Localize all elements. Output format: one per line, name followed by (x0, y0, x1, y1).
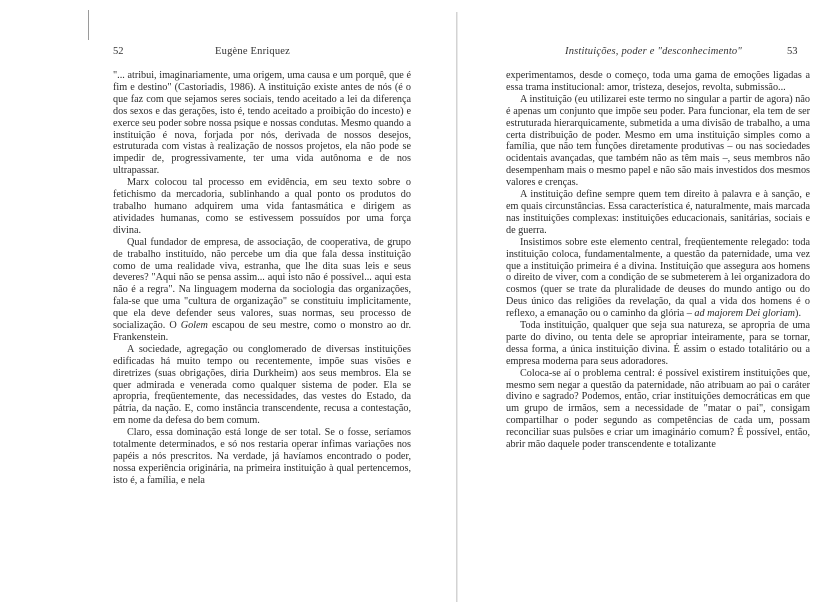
paragraph-text: Qual fundador de empresa, de associação, de cooperativa, de grupo de trabalho instituído, não percebe um dia que fala dessa instituição como de uma realidade viva, estranha, que lhe dita suas leis e seus deveres? "Aqui não se pensa assim... aqui isto não é possível... aqui esta não é a regra". Na linguagem moderna da sociologia das organizações, fala-se que uma "cultura de organização" se constituiu implicitamente, que ela deve defender seus valores, suas normas, seu processo de socialização. O (113, 236, 411, 332)
paragraph (506, 94, 810, 189)
paragraph (113, 70, 411, 177)
left-page-number: 52 (113, 46, 124, 57)
paragraph (506, 368, 810, 451)
paragraph (113, 237, 411, 344)
paragraph (113, 177, 411, 237)
paragraph-text: A sociedade, agregação ou conglomerado de diversas instituições edificadas há muito tempo ou recentemente, impõe suas visões e diretrizes (suas obrigações, diria Durkheim) aos seus membros. Ela se quer admirada e venerada como qualquer sistema de poder. Ela se apropria, freqüentemente, das necessidades, das vestes do Estado, da pátria, da nação. E, como instância transcendente, recusa a contestação, em nome da defesa do bem comum. (113, 343, 411, 427)
right-body-text (506, 70, 810, 451)
paragraph-text: ). (795, 308, 801, 320)
italic-term: ad majorem Dei gloriam (694, 308, 796, 320)
paragraph (506, 189, 810, 237)
paragraph (113, 344, 411, 427)
paragraph (506, 70, 810, 94)
paragraph (113, 427, 411, 487)
right-page-number: 53 (787, 46, 798, 57)
right-running-head: Instituições, poder e "desconhecimento" (565, 46, 742, 57)
right-page (420, 0, 833, 611)
paragraph-text: Coloca-se aí o problema central: é possível existirem instituições que, mesmo sem negar a questão da paternidade, não atribuam ao pai o caráter divino e sagrado? Podemos, então, criar instituições democráticas em que um grupo de irmãos, sem a necessidade de "matar o pai", consigam compartilhar o poder segundo as competências de cada um, possam reconciliar suas pulsões e criar um imaginário comum? É possível, então, abrir mão daquele poder transcendente e totalizante (506, 367, 810, 451)
italic-term: Golem (180, 320, 208, 332)
paragraph-text: A instituição (eu utilizarei este termo no singular a partir de agora) não é apenas um conjunto que impõe seu poder. Para funcionar, ela tem de ser estruturada hierarquicamente, submetida a uma divisão de trabalho, a uma certa distribuição de poder. Mesmo em uma instituição simples como a família, que não tem funções diretamente produtivas – ou nas sociedades ocidentais avançadas, que também não as têm mais –, seus membros não desempenham mais o mesmo papel e não são mais investidos dos mesmos valores e crenças. (506, 93, 810, 189)
paragraph (506, 320, 810, 368)
paragraph-text: Toda instituição, qualquer que seja sua natureza, se apropria de uma parte do divino, ou tenta dele se apropriar inteiramente, para se tornar, dessa forma, a única instituição divina. É assim o estado totalitário ou a empresa moderna para seus adoradores. (506, 320, 810, 367)
paragraph-text: escapou de seu mestre, como o monstro ao dr. Frankenstein. (113, 320, 412, 343)
paragraph-text: experimentamos, desde o começo, toda uma gama de emoções ligadas a essa trama institucional: amor, tristeza, desejos, revolta, submissão... (506, 70, 810, 93)
paragraph-text: Insistimos sobre este elemento central, freqüentemente relegado: toda instituição coloca, fundamentalmente, a questão da paternidade, uma vez que a instituição primeira é a divina. Instituição que assegura aos homens o direito de viver, com a condição de se submeterem à lei organizadora do cosmos (quer se trate da pluralidade de deuses do mundo antigo ou do Deus único das religiões da revelação, da qual a vida dos homens é o reflexo, a emanação ou o caminho da glória – (506, 236, 810, 320)
left-body-text (113, 70, 411, 487)
paragraph (506, 237, 810, 320)
paragraph-text: "... atribui, imaginariamente, uma origem, uma causa e um porquê, que é fim e destino" (Castoriadis, 1986). A instituição existe antes de nós (é o que faz com que sejamos seres sociais, tendo aceitado a lei da diferença dos sexos e das gerações, isto é, tendo aceitado a proibição do incesto) e exerce seu poder sobre nossa psique e nossas condutas. Mesmo quando a instituição é nova, forjada por nós, derivada de nossos desejos, estruturada com vistas à realização de nossos projetos, ela não pode se impedir de, progressivamente, ter uma vida autônoma e de nos ultrapassar. (113, 70, 411, 177)
paragraph-text: A instituição define sempre quem tem direito à palavra e à sanção, e em quais circunstâncias. Essa característica é, naturalmente, mais marcada nas instituições complexas: instituições educacionais, sanitárias, sociais e de guerra. (506, 189, 810, 236)
left-running-head: Eugène Enriquez (215, 46, 291, 57)
paragraph-text: Marx colocou tal processo em evidência, em seu texto sobre o fetichismo da mercadoria, sublinhando a qual ponto os produtos do trabalho humano adquirem uma vida fantasmática e dirigem as atividades humanas, como se estivessem possuídos por uma força divina. (113, 177, 411, 236)
paragraph-text: Claro, essa dominação está longe de ser total. Se o fosse, seríamos totalmente determinados, e só nos restaria operar ínfimas variações nos papéis a nós prescritos. Na verdade, já havíamos encontrado o poder, nossa experiência originária, na primeira instituição à qual pertencemos, isto é, a família, e nela (113, 427, 411, 486)
